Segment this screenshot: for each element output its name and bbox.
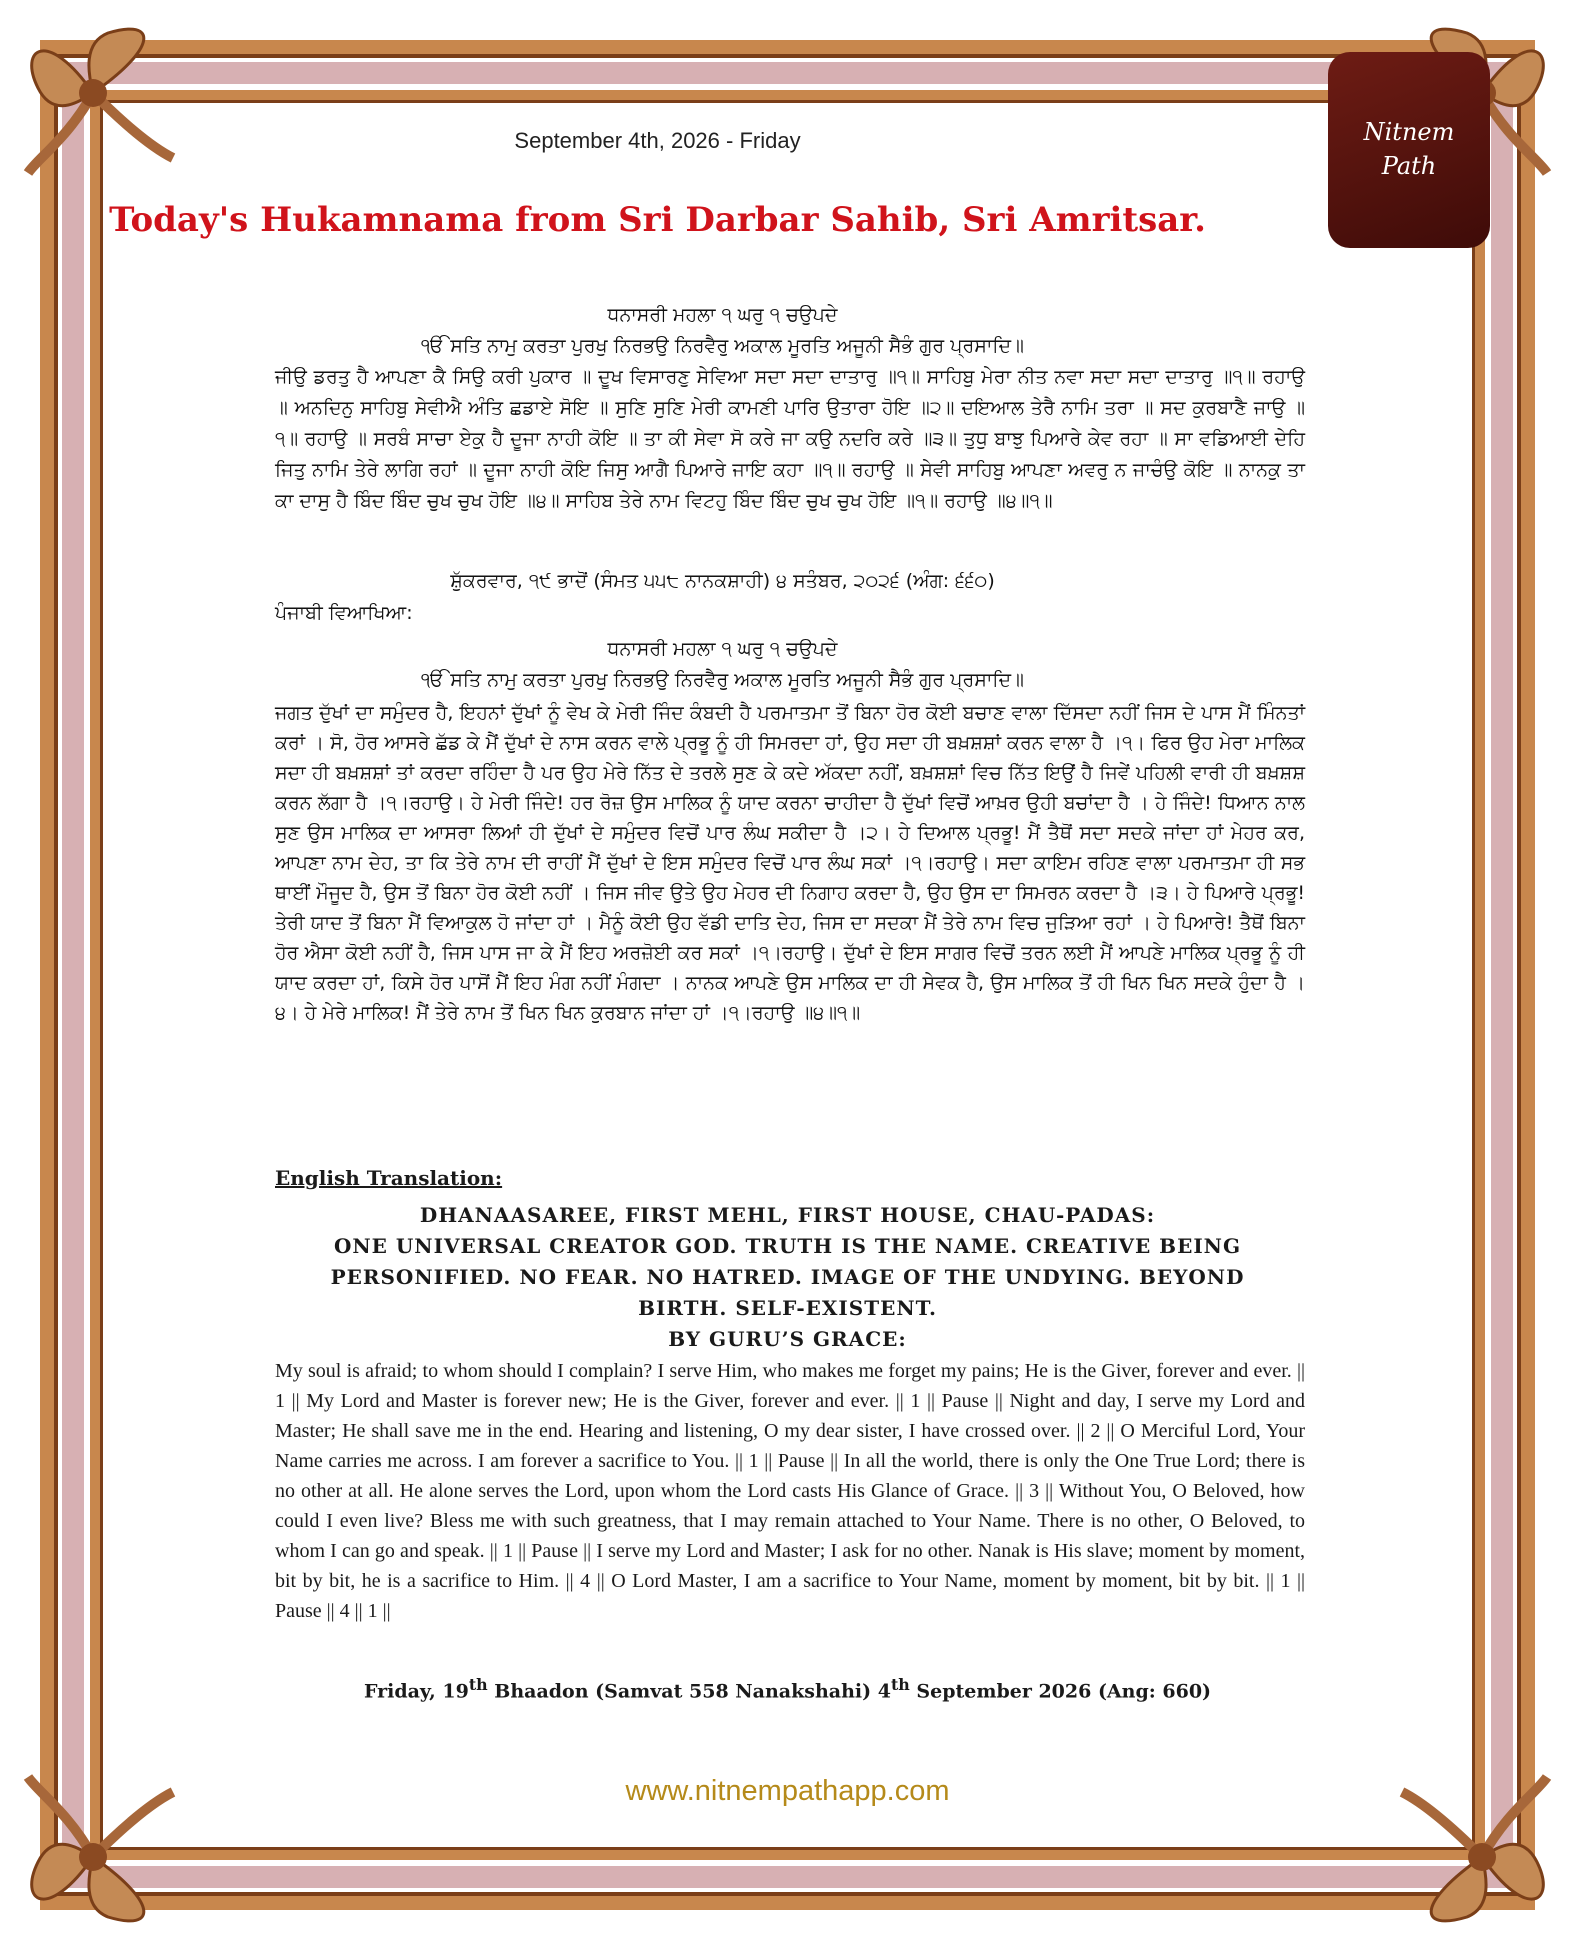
english-date-part: Friday, 19 bbox=[363, 1680, 469, 1703]
punjabi-label: ਪੰਜਾਬੀ ਵਿਆਖਿਆ: bbox=[275, 602, 413, 624]
english-heading-line: PERSONIFIED. NO FEAR. NO HATRED. IMAGE OF THE UNDYING. BEYOND bbox=[330, 1265, 1245, 1289]
logo-line-1: Nitnem bbox=[1363, 118, 1455, 147]
punjabi-heading: ਧਨਾਸਰੀ ਮਹਲਾ ੧ ਘਰੁ ੧ ਚਉਪਦੇ bbox=[607, 638, 838, 660]
english-date-suffix: th bbox=[890, 1675, 910, 1694]
page-title: Today's Hukamnama from Sri Darbar Sahib, Sri Amritsar. bbox=[109, 200, 1206, 240]
gurbani-date-line: ਸ਼ੁੱਕਰਵਾਰ, ੧੯ ਭਾਦੋਂ (ਸੰਮਤ ੫੫੮ ਨਾਨਕਸ਼ਾਹੀ) ੪ ਸਤੰਬਰ, ੨੦੨੬ (ਅੰਗ: ੬੬੦) bbox=[450, 570, 995, 592]
gurbani-heading: ਧਨਾਸਰੀ ਮਹਲਾ ੧ ਘਰੁ ੧ ਚਉਪਦੇ bbox=[607, 304, 838, 326]
english-label: English Translation: bbox=[275, 1166, 503, 1190]
english-heading-line: ONE UNIVERSAL CREATOR GOD. TRUTH IS THE NAME. CREATIVE BEING bbox=[333, 1234, 1242, 1258]
english-heading-line: BIRTH. SELF-EXISTENT. bbox=[638, 1296, 937, 1320]
punjabi-mool-mantar: ੴ ਸਤਿ ਨਾਮੁ ਕਰਤਾ ਪੁਰਖੁ ਨਿਰਭਉ ਨਿਰਵੈਰੁ ਅਕਾਲ ਮੂਰਤਿ ਅਜੂਨੀ ਸੈਭੰ ਗੁਰ ਪ੍ਰਸਾਦਿ॥ bbox=[421, 669, 1024, 691]
english-heading-line: BY GURU’S GRACE: bbox=[668, 1327, 907, 1351]
english-date-part: Bhaadon (Samvat 558 Nanakshahi) 4 bbox=[487, 1680, 891, 1703]
english-heading-line: DHANAASAREE, FIRST MEHL, FIRST HOUSE, CHAU-PADAS: bbox=[419, 1203, 1156, 1227]
gurbani-text: ਜੀਉ ਡਰਤੁ ਹੈ ਆਪਣਾ ਕੈ ਸਿਉ ਕਰੀ ਪੁਕਾਰ ॥ ਦੂਖ ਵਿਸਾਰਣੁ ਸੇਵਿਆ ਸਦਾ ਸਦਾ ਦਾਤਾਰੁ ॥੧॥ ਸਾਹਿਬੁ ਮੇਰਾ ਨੀਤ ਨਵਾ ਸਦਾ ਸਦਾ ਦਾਤਾਰੁ ॥੧॥ ਰਹਾਉ ॥ ਅਨਦਿਨੁ ਸਾਹਿਬੁ ਸੇਵੀਐ ਅੰਤਿ ਛਡਾਏ ਸੋਇ ॥ ਸੁਣਿ ਸੁਣਿ ਮੇਰੀ ਕਾਮਣੀ ਪਾਰਿ ਉਤਾਰਾ ਹੋਇ ॥੨॥ ਦਇਆਲ ਤੇਰੈ ਨਾਮਿ ਤਰਾ ॥ ਸਦ ਕੁਰਬਾਣੈ ਜਾਉ ॥੧॥ ਰਹਾਉ ॥ ਸਰਬੰ ਸਾਚਾ ਏਕੁ ਹੈ ਦੂਜਾ ਨਾਹੀ ਕੋਇ ॥ ਤਾ ਕੀ ਸੇਵਾ ਸੋ ਕਰੇ ਜਾ ਕਉ ਨਦਰਿ ਕਰੇ ॥੩॥ ਤੁਧੁ ਬਾਝੁ ਪਿਆਰੇ ਕੇਵ ਰਹਾ ॥ ਸਾ ਵਡਿਆਈ ਦੇਹਿ ਜਿਤੁ ਨਾਮਿ ਤੇਰੇ ਲਾਗਿ ਰਹਾਂ ॥ ਦੂਜਾ ਨਾਹੀ ਕੋਇ ਜਿਸੁ ਆਗੈ ਪਿਆਰੇ ਜਾਇ ਕਹਾ ॥੧॥ ਰਹਾਉ ॥ ਸੇਵੀ ਸਾਹਿਬੁ ਆਪਣਾ ਅਵਰੁ ਨ ਜਾਚੰਉ ਕੋਇ ॥ ਨਾਨਕੁ ਤਾ ਕਾ ਦਾਸੁ ਹੈ ਬਿੰਦ ਬਿੰਦ ਚੁਖ ਚੁਖ ਹੋਇ ॥੪॥ ਸਾਹਿਬ ਤੇਰੇ ਨਾਮ ਵਿਟਹੁ ਬਿੰਦ ਬਿੰਦ ਚੁਖ ਚੁਖ ਹੋਇ ॥੧॥ ਰਹਾਉ ॥੪॥੧॥ bbox=[275, 366, 1305, 512]
english-date-suffix: th bbox=[468, 1675, 488, 1694]
website-link[interactable]: www.nitnempathapp.com bbox=[625, 1775, 950, 1807]
punjabi-text: ਜਗਤ ਦੁੱਖਾਂ ਦਾ ਸਮੁੰਦਰ ਹੈ, ਇਹਨਾਂ ਦੁੱਖਾਂ ਨੂੰ ਵੇਖ ਕੇ ਮੇਰੀ ਜਿੰਦ ਕੰਬਦੀ ਹੈ ਪਰਮਾਤਮਾ ਤੋਂ ਬਿਨਾ ਹੋਰ ਕੋਈ ਬਚਾਣ ਵਾਲਾ ਦਿੱਸਦਾ ਨਹੀਂ ਜਿਸ ਦੇ ਪਾਸ ਮੈਂ ਮਿੰਨਤਾਂ ਕਰਾਂ । ਸੋ, ਹੋਰ ਆਸਰੇ ਛੱਡ ਕੇ ਮੈਂ ਦੁੱਖਾਂ ਦੇ ਨਾਸ ਕਰਨ ਵਾਲੇ ਪ੍ਰਭੂ ਨੂੰ ਹੀ ਸਿਮਰਦਾ ਹਾਂ, ਉਹ ਸਦਾ ਹੀ ਬਖ਼ਸ਼ਸ਼ਾਂ ਕਰਨ ਵਾਲਾ ਹੈ ।੧। ਫਿਰ ਉਹ ਮੇਰਾ ਮਾਲਿਕ ਸਦਾ ਹੀ ਬਖ਼ਸ਼ਸ਼ਾਂ ਤਾਂ ਕਰਦਾ ਰਹਿੰਦਾ ਹੈ ਪਰ ਉਹ ਮੇਰੇ ਨਿੱਤ ਦੇ ਤਰਲੇ ਸੁਣ ਕੇ ਕਦੇ ਅੱਕਦਾ ਨਹੀਂ, ਬਖ਼ਸ਼ਸ਼ਾਂ ਵਿਚ ਨਿੱਤ ਇਉਂ ਹੈ ਜਿਵੇਂ ਪਹਿਲੀ ਵਾਰੀ ਹੀ ਬਖ਼ਸ਼ਸ਼ ਕਰਨ ਲੱਗਾ ਹੈ ।੧।ਰਹਾਉ। ਹੇ ਮੇਰੀ ਜਿੰਦੇ! ਹਰ ਰੋਜ਼ ਉਸ ਮਾਲਿਕ ਨੂੰ ਯਾਦ ਕਰਨਾ ਚਾਹੀਦਾ ਹੈ ਦੁੱਖਾਂ ਵਿਚੋਂ ਆਖ਼ਰ ਉਹੀ ਬਚਾਂਦਾ ਹੈ । ਹੇ ਜਿੰਦੇ! ਧਿਆਨ ਨਾਲ ਸੁਣ ਉਸ ਮਾਲਿਕ ਦਾ ਆਸਰਾ ਲਿਆਂ ਹੀ ਦੁੱਖਾਂ ਦੇ ਸਮੁੰਦਰ ਵਿਚੋਂ ਪਾਰ ਲੰਘ ਸਕੀਦਾ ਹੈ ।੨। ਹੇ ਦਿਆਲ ਪ੍ਰਭੂ! ਮੈਂ ਤੈਥੋਂ ਸਦਾ ਸਦਕੇ ਜਾਂਦਾ ਹਾਂ ਮੇਹਰ ਕਰ, ਆਪਣਾ ਨਾਮ ਦੇਹ, ਤਾ ਕਿ ਤੇਰੇ ਨਾਮ ਦੀ ਰਾਹੀਂ ਮੈਂ ਦੁੱਖਾਂ ਦੇ ਇਸ ਸਮੁੰਦਰ ਵਿਚੋਂ ਪਾਰ ਲੰਘ ਸਕਾਂ ।੧।ਰਹਾਉ। ਸਦਾ ਕਾਇਮ ਰਹਿਣ ਵਾਲਾ ਪਰਮਾਤਮਾ ਹੀ ਸਭ ਥਾਈਂ ਮੌਜੂਦ ਹੈ, ਉਸ ਤੋਂ ਬਿਨਾ ਹੋਰ ਕੋਈ ਨਹੀਂ । ਜਿਸ ਜੀਵ ਉਤੇ ਉਹ ਮੇਹਰ ਦੀ ਨਿਗਾਹ ਕਰਦਾ ਹੈ, ਉਹ ਉਸ ਦਾ ਸਿਮਰਨ ਕਰਦਾ ਹੈ ।੩। ਹੇ ਪਿਆਰੇ ਪ੍ਰਭੂ! ਤੇਰੀ ਯਾਦ ਤੋਂ ਬਿਨਾ ਮੈਂ ਵਿਆਕੁਲ ਹੋ ਜਾਂਦਾ ਹਾਂ । ਮੈਨੂੰ ਕੋਈ ਉਹ ਵੱਡੀ ਦਾਤਿ ਦੇਹ, ਜਿਸ ਦਾ ਸਦਕਾ ਮੈਂ ਤੇਰੇ ਨਾਮ ਵਿਚ ਜੁੜਿਆ ਰਹਾਂ । ਹੇ ਪਿਆਰੇ! ਤੈਥੋਂ ਬਿਨਾ ਹੋਰ ਐਸਾ ਕੋਈ ਨਹੀਂ ਹੈ, ਜਿਸ ਪਾਸ ਜਾ ਕੇ ਮੈਂ ਇਹ ਅਰਜ਼ੋਈ ਕਰ ਸਕਾਂ ।੧।ਰਹਾਉ। ਦੁੱਖਾਂ ਦੇ ਇਸ ਸਾਗਰ ਵਿਚੋਂ ਤਰਨ ਲਈ ਮੈਂ ਆਪਣੇ ਮਾਲਿਕ ਪ੍ਰਭੂ ਨੂੰ ਹੀ ਯਾਦ ਕਰਦਾ ਹਾਂ, ਕਿਸੇ ਹੋਰ ਪਾਸੋਂ ਮੈਂ ਇਹ ਮੰਗ ਨਹੀਂ ਮੰਗਦਾ । ਨਾਨਕ ਆਪਣੇ ਉਸ ਮਾਲਿਕ ਦਾ ਹੀ ਸੇਵਕ ਹੈ, ਉਸ ਮਾਲਿਕ ਤੋਂ ਹੀ ਖਿਨ ਖਿਨ ਸਦਕੇ ਹੁੰਦਾ ਹੈ ।੪। ਹੇ ਮੇਰੇ ਮਾਲਿਕ! ਮੈਂ ਤੇਰੇ ਨਾਮ ਤੋਂ ਖਿਨ ਖਿਨ ਕੁਰਬਾਨ ਜਾਂਦਾ ਹਾਂ ।੧।ਰਹਾਉ ॥੪॥੧॥ bbox=[275, 702, 1305, 1024]
gurbani-mool-mantar: ੴ ਸਤਿ ਨਾਮੁ ਕਰਤਾ ਪੁਰਖੁ ਨਿਰਭਉ ਨਿਰਵੈਰੁ ਅਕਾਲ ਮੂਰਤਿ ਅਜੂਨੀ ਸੈਭੰ ਗੁਰ ਪ੍ਰਸਾਦਿ॥ bbox=[421, 335, 1024, 357]
english-date-line bbox=[130, 1675, 1445, 1702]
nitnem-path-logo bbox=[1328, 52, 1490, 248]
english-text: My soul is afraid; to whom should I complain? I serve Him, who makes me forget my pains; He is the Giver, forever and ever. || 1 || My Lord and Master is forever new; He is the Giver, forever and ever. || 1 || Pause || Night and day, I serve my Lord and Master; He shall save me in the end. Hearing and listening, O my dear sister, I have crossed over. || 2 || O Merciful Lord, Your Name carries me across. I am forever a sacrifice to You. || 1 || Pause || In all the world, there is only the One True Lord; there is no other at all. He alone serves the Lord, upon whom the Lord casts His Glance of Grace. || 3 || Without You, O Beloved, how could I even live? Bless me with such greatness, that I may remain attached to Your Name. There is no other, O Beloved, to whom I can go and speak. || 1 || Pause || I serve my Lord and Master; I ask for no other. Nanak is His slave; moment by moment, bit by bit, he is a sacrifice to Him. || 4 || O Lord Master, I am a sacrifice to Your Name, moment by moment, bit by bit. || 1 || Pause || 4 || 1 || bbox=[275, 1360, 1305, 1622]
english-heading bbox=[130, 1200, 1445, 1355]
english-date-part: September 2026 (Ang: 660) bbox=[909, 1680, 1212, 1703]
date-line: September 4th, 2026 - Friday bbox=[514, 128, 801, 153]
logo-line-2: Path bbox=[1381, 152, 1437, 180]
